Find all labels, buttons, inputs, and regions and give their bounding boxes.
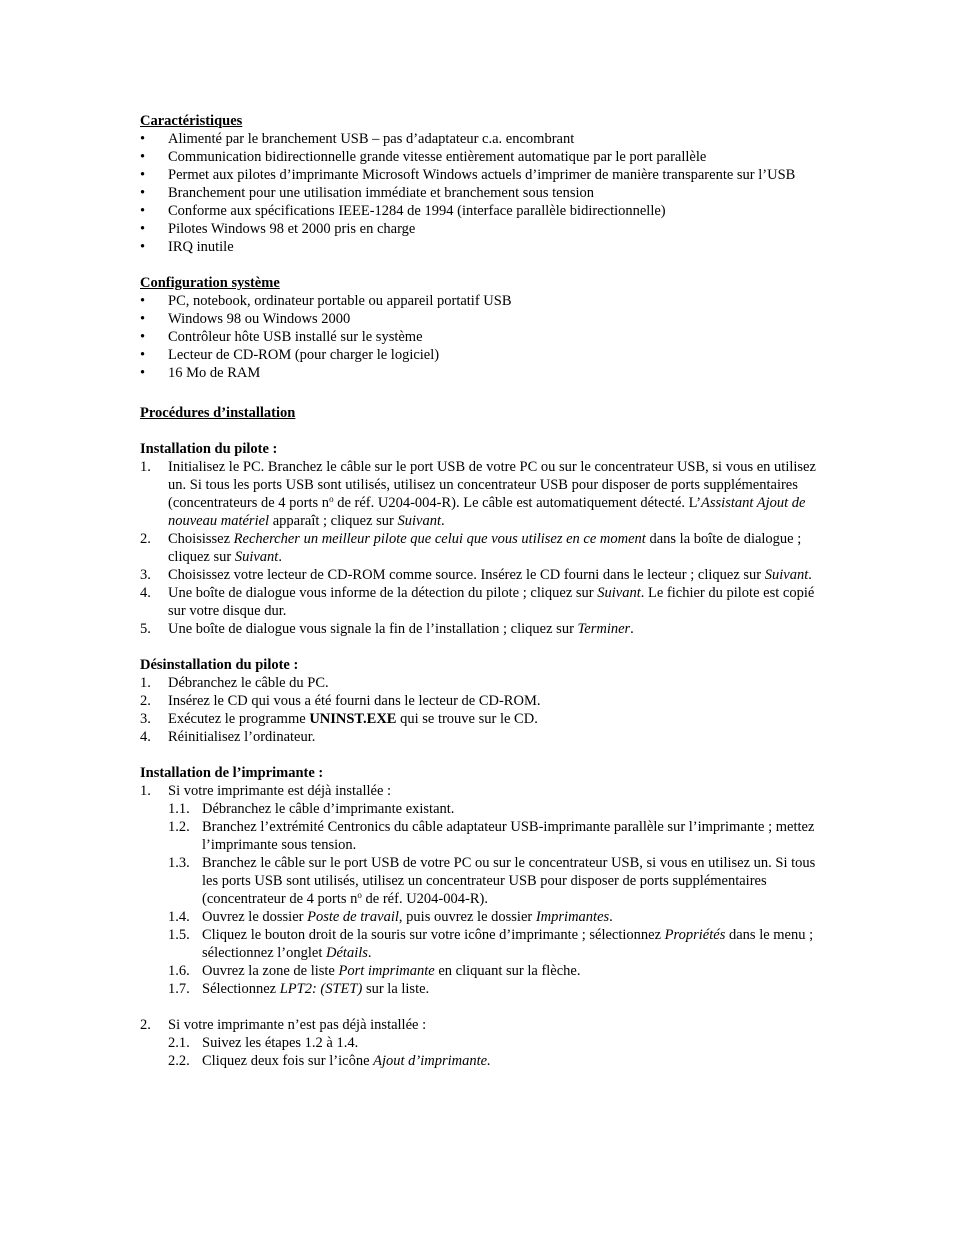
list-item: 1.7. Sélectionnez LPT2: (STET) sur la liste. <box>168 981 430 997</box>
list-item: • Pilotes Windows 98 et 2000 pris en charge <box>140 221 416 237</box>
list-item: • Lecteur de CD-ROM (pour charger le logiciel) <box>140 347 440 363</box>
section-title-caracteristiques: Caractéristiques <box>140 113 243 129</box>
list-item: 1.6. Ouvrez la zone de liste Port imprimante en cliquant sur la flèche. <box>168 963 581 979</box>
list-item: 3. Choisissez votre lecteur de CD-ROM comme source. Insérez le CD fourni dans le lecteur ; cliquez sur Suivant. <box>140 567 812 583</box>
document-page <box>140 112 816 1070</box>
list-item: 4. Une boîte de dialogue vous informe de la détection du pilote ; cliquez sur Suivant. Le fichier du pilote est copié sur votre disque dur. <box>140 585 815 619</box>
list-item: 1.2. Branchez l’extrémité Centronics du câble adaptateur USB-imprimante parallèle sur l’imprimante ; mettez l’imprimante sous tension. <box>168 819 815 853</box>
list-item: 4. Réinitialisez l’ordinateur. <box>140 729 316 745</box>
list-item: • Contrôleur hôte USB installé sur le système <box>140 329 423 345</box>
features-list <box>140 130 816 256</box>
list-item: 1.4. Ouvrez le dossier Poste de travail, puis ouvrez le dossier Imprimantes. <box>168 909 613 925</box>
list-item: 5. Une boîte de dialogue vous signale la fin de l’installation ; cliquez sur Terminer. <box>140 621 634 637</box>
section-title-configuration: Configuration système <box>140 275 280 291</box>
requirements-list <box>140 292 816 382</box>
list-item: • Alimenté par le branchement USB – pas d’adaptateur c.a. encombrant <box>140 131 575 147</box>
driver-install-steps <box>140 458 816 638</box>
list-item: 1.1. Débranchez le câble d’imprimante existant. <box>168 801 455 817</box>
list-item: • Branchement pour une utilisation immédiate et branchement sous tension <box>140 185 595 201</box>
list-item: 2. Si votre imprimante n’est pas déjà installée : <box>140 1017 427 1033</box>
list-item: • IRQ inutile <box>140 239 234 255</box>
list-item: 2. Insérez le CD qui vous a été fourni dans le lecteur de CD-ROM. <box>140 693 541 709</box>
bullet-icon: • <box>140 347 146 363</box>
list-item: 1. Si votre imprimante est déjà installée : <box>140 783 392 799</box>
list-item: 1.3. Branchez le câble sur le port USB de votre PC ou sur le concentrateur USB, si vous en utilisez un. Si tous les ports USB sont utilisés, utilisez un concentrateur USB pour disposer de ports supplémentaires (concentrateur de 4 ports $n^o$ de réf. U204-004-R). <box>168 855 816 907</box>
list-item: 3. Exécutez le programme UNINST.EXE qui se trouve sur le CD. <box>140 711 538 727</box>
list-item: 2. Choisissez Rechercher un meilleur pilote que celui que vous utilisez en ce moment dans la boîte de dialogue ; cliquez sur Suivant. <box>140 531 802 565</box>
list-item: 1.5. Cliquez le bouton droit de la souris sur votre icône d’imprimante ; sélectionnez Propriétés dans le menu ; sélectionnez l’onglet Détails. <box>168 927 814 961</box>
bullet-icon: • <box>140 203 146 219</box>
driver-uninstall-steps <box>140 674 816 746</box>
bullet-icon: • <box>140 293 146 309</box>
bullet-icon: • <box>140 239 146 255</box>
bullet-icon: • <box>140 167 146 183</box>
bullet-icon: • <box>140 221 146 237</box>
list-item: 2.2. Cliquez deux fois sur l’icône Ajout d’imprimante. <box>168 1053 491 1069</box>
list-item: 1. Initialisez le PC. Branchez le câble sur le port USB de votre PC ou sur le concentrateur USB, si vous en utilisez un. Si tous les ports USB sont utilisés, utilisez un concentrateur USB pour disposer de ports supplémentaires (concentrateurs de 4 ports $n^o$ de réf. U204-004-R). Le câble est automatiquement détecté. L’Assistant Ajout de nouveau matériel apparaît ; cliquez sur Suivant. <box>140 459 816 529</box>
subsection-title-driver-uninstall: Désinstallation du pilote : <box>140 657 299 673</box>
printer-install-steps <box>140 782 816 1070</box>
subsection-title-printer-install: Installation de l’imprimante : <box>140 765 324 781</box>
list-item: • PC, notebook, ordinateur portable ou appareil portatif USB <box>140 293 512 309</box>
list-item: • Windows 98 ou Windows 2000 <box>140 311 351 327</box>
section-title-procedures: Procédures d’installation <box>140 405 296 421</box>
bullet-icon: • <box>140 329 146 345</box>
list-item: • Permet aux pilotes d’imprimante Microsoft Windows actuels d’imprimer de manière transparente sur l’USB <box>140 167 796 183</box>
bullet-icon: • <box>140 185 146 201</box>
list-item: • Communication bidirectionnelle grande vitesse entièrement automatique par le port parallèle <box>140 149 707 165</box>
bullet-icon: • <box>140 311 146 327</box>
list-item: 2.1. Suivez les étapes 1.2 à 1.4. <box>168 1035 359 1051</box>
bullet-icon: • <box>140 365 146 381</box>
bullet-icon: • <box>140 149 146 165</box>
list-item: • 16 Mo de RAM <box>140 365 261 381</box>
list-item: • Conforme aux spécifications IEEE-1284 de 1994 (interface parallèle bidirectionnelle) <box>140 203 666 219</box>
list-item: 1. Débranchez le câble du PC. <box>140 675 329 691</box>
bullet-icon: • <box>140 131 146 147</box>
subsection-title-driver-install: Installation du pilote : <box>140 441 278 457</box>
